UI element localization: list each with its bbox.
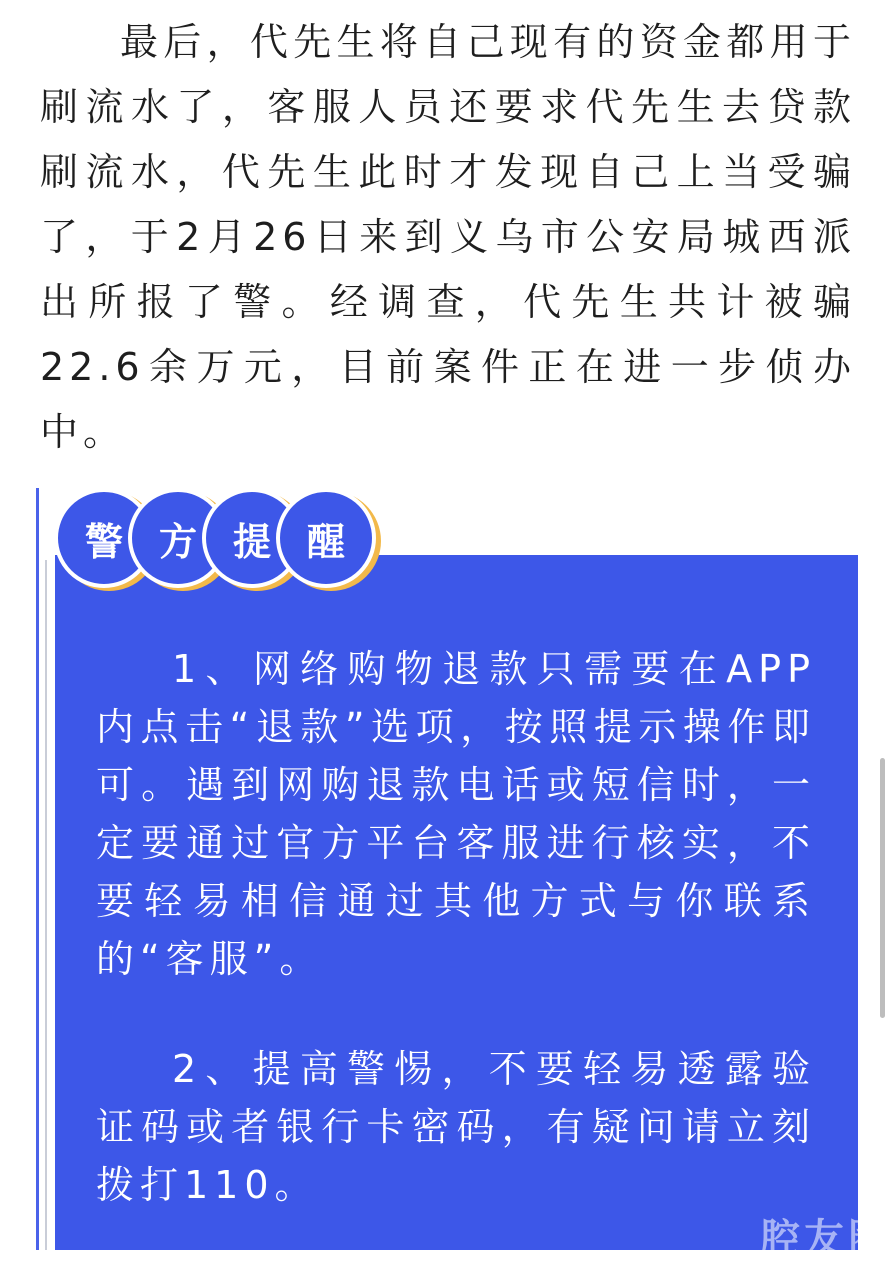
notice-title-char-3: 提	[202, 488, 302, 588]
notice-title-char-2: 方	[128, 488, 228, 588]
notice-title-char-4: 醒	[276, 488, 376, 588]
watermark-logo: 腔友圈	[760, 1216, 892, 1262]
article-paragraph: 最后，代先生将自己现有的资金都用于刷流水了，客服人员还要求代先生去贷款刷流水，代先生此时才发现自己上当受骗了，于2月26日来到义乌市公安局城西派出所报了警。经调查，代先生共计被骗22.6余万元，目前案件正在进一步侦办中。	[40, 20, 856, 454]
notice-left-rule	[36, 488, 39, 1250]
notice-paragraph-2: 2、提高警惕，不要轻易透露验证码或者银行卡密码，有疑问请立刻拨打110。	[96, 1047, 816, 1207]
notice-paragraph-1: 1、网络购物退款只需要在APP内点击“退款”选项，按照提示操作即可。遇到网购退款电话或短信时，一定要通过官方平台客服进行核实，不要轻易相信通过其他方式与你联系的“客服”。	[96, 647, 816, 981]
notice-side-line	[45, 560, 47, 1250]
scrollbar[interactable]	[880, 758, 885, 1018]
notice-title-char-1: 警	[54, 488, 154, 588]
